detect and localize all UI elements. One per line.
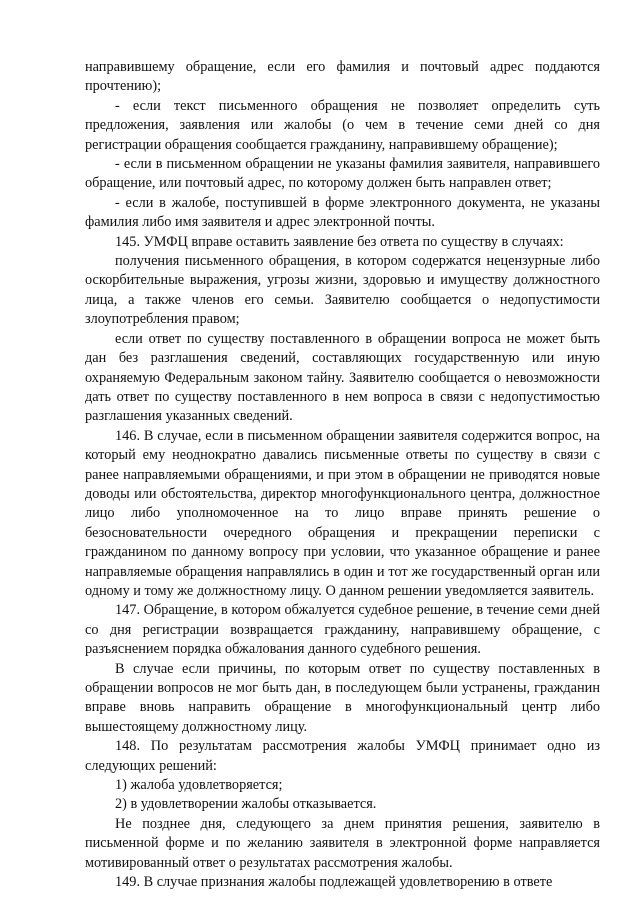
paragraph-secret-information: если ответ по существу поставленного в обращении вопроса не может быть дан без разглашения сведений, составляющих государственную или иную охраняемую Федеральным законом тайну. Заявителю сообщается о невозможности дать ответ по существу поставленного в нем вопроса в связи с недопустимостью разглашения указанных сведений. <box>85 330 600 425</box>
paragraph-response-deadline: Не позднее дня, следующего за днем принятия решения, заявителю в письменной форме и по желанию заявителя в электронной форме направляется мотивированный ответ о результатах рассмотрения жалобы. <box>85 815 600 871</box>
document-body <box>85 58 600 892</box>
paragraph-145: 145. УМФЦ вправе оставить заявление без ответа по существу в случаях: <box>115 233 564 250</box>
paragraph-146: 146. В случае, если в письменном обращении заявителя содержится вопрос, на который ему неоднократно давались письменные ответы по существу в связи с ранее направляемыми обращениями, и при этом в обращении не приводятся новые доводы или обстоятельства, директор многофункционального центра, должностное лицо либо уполномоченное на то лицо вправе принять решение о безосновательности очередного обращения и прекращении переписки с гражданином по данному вопросу при условии, что указанное обращение и ранее направляемые обращения направлялись в один и тот же государственный орган или одному и тому же должностному лицу. О данном решении уведомляется заявитель. <box>85 427 600 599</box>
paragraph-149: 149. В случае признания жалобы подлежащей удовлетворению в ответе <box>115 874 553 891</box>
paragraph-continuation: направившему обращение, если его фамилия и почтовый адрес поддаются прочтению); <box>85 59 600 95</box>
paragraph-no-surname: - если в письменном обращении не указаны фамилия заявителя, направившего обращение, или почтовый адрес, по которому должен быть направлен ответ; <box>85 156 600 192</box>
paragraph-147: 147. Обращение, в котором обжалуется судебное решение, в течение семи дней со дня регистрации возвращается гражданину, направившему обращение, с разъяснением порядка обжалования данного судебного решения. <box>85 602 600 658</box>
paragraph-reasons-eliminated: В случае если причины, по которым ответ по существу поставленных в обращении вопросов не мог быть дан, в последующем были устранены, гражданин вправе вновь направить обращение в многофункциональный центр либо вышестоящему должностному лицу. <box>85 660 600 735</box>
list-item-refused: 2) в удовлетворении жалобы отказывается. <box>115 796 377 813</box>
paragraph-obscene-content: получения письменного обращения, в котором содержатся нецензурные либо оскорбительные выражения, угрозы жизни, здоровью и имуществу должностного лица, а также членов его семьи. Заявителю сообщается о недопустимости злоупотребления правом; <box>85 253 600 328</box>
paragraph-148: 148. По результатам рассмотрения жалобы УМФЦ принимает одно из следующих решений: <box>85 738 600 774</box>
paragraph-electronic-complaint: - если в жалобе, поступившей в форме электронного документа, не указаны фамилия либо имя заявителя и адрес электронной почты. <box>85 194 600 231</box>
paragraph-unreadable-text: - если текст письменного обращения не позволяет определить суть предложения, заявления или жалобы (о чем в течение семи дней со дня регистрации обращения сообщается гражданину, направившему обращение); <box>85 97 600 153</box>
list-item-satisfied: 1) жалоба удовлетворяется; <box>115 777 283 794</box>
